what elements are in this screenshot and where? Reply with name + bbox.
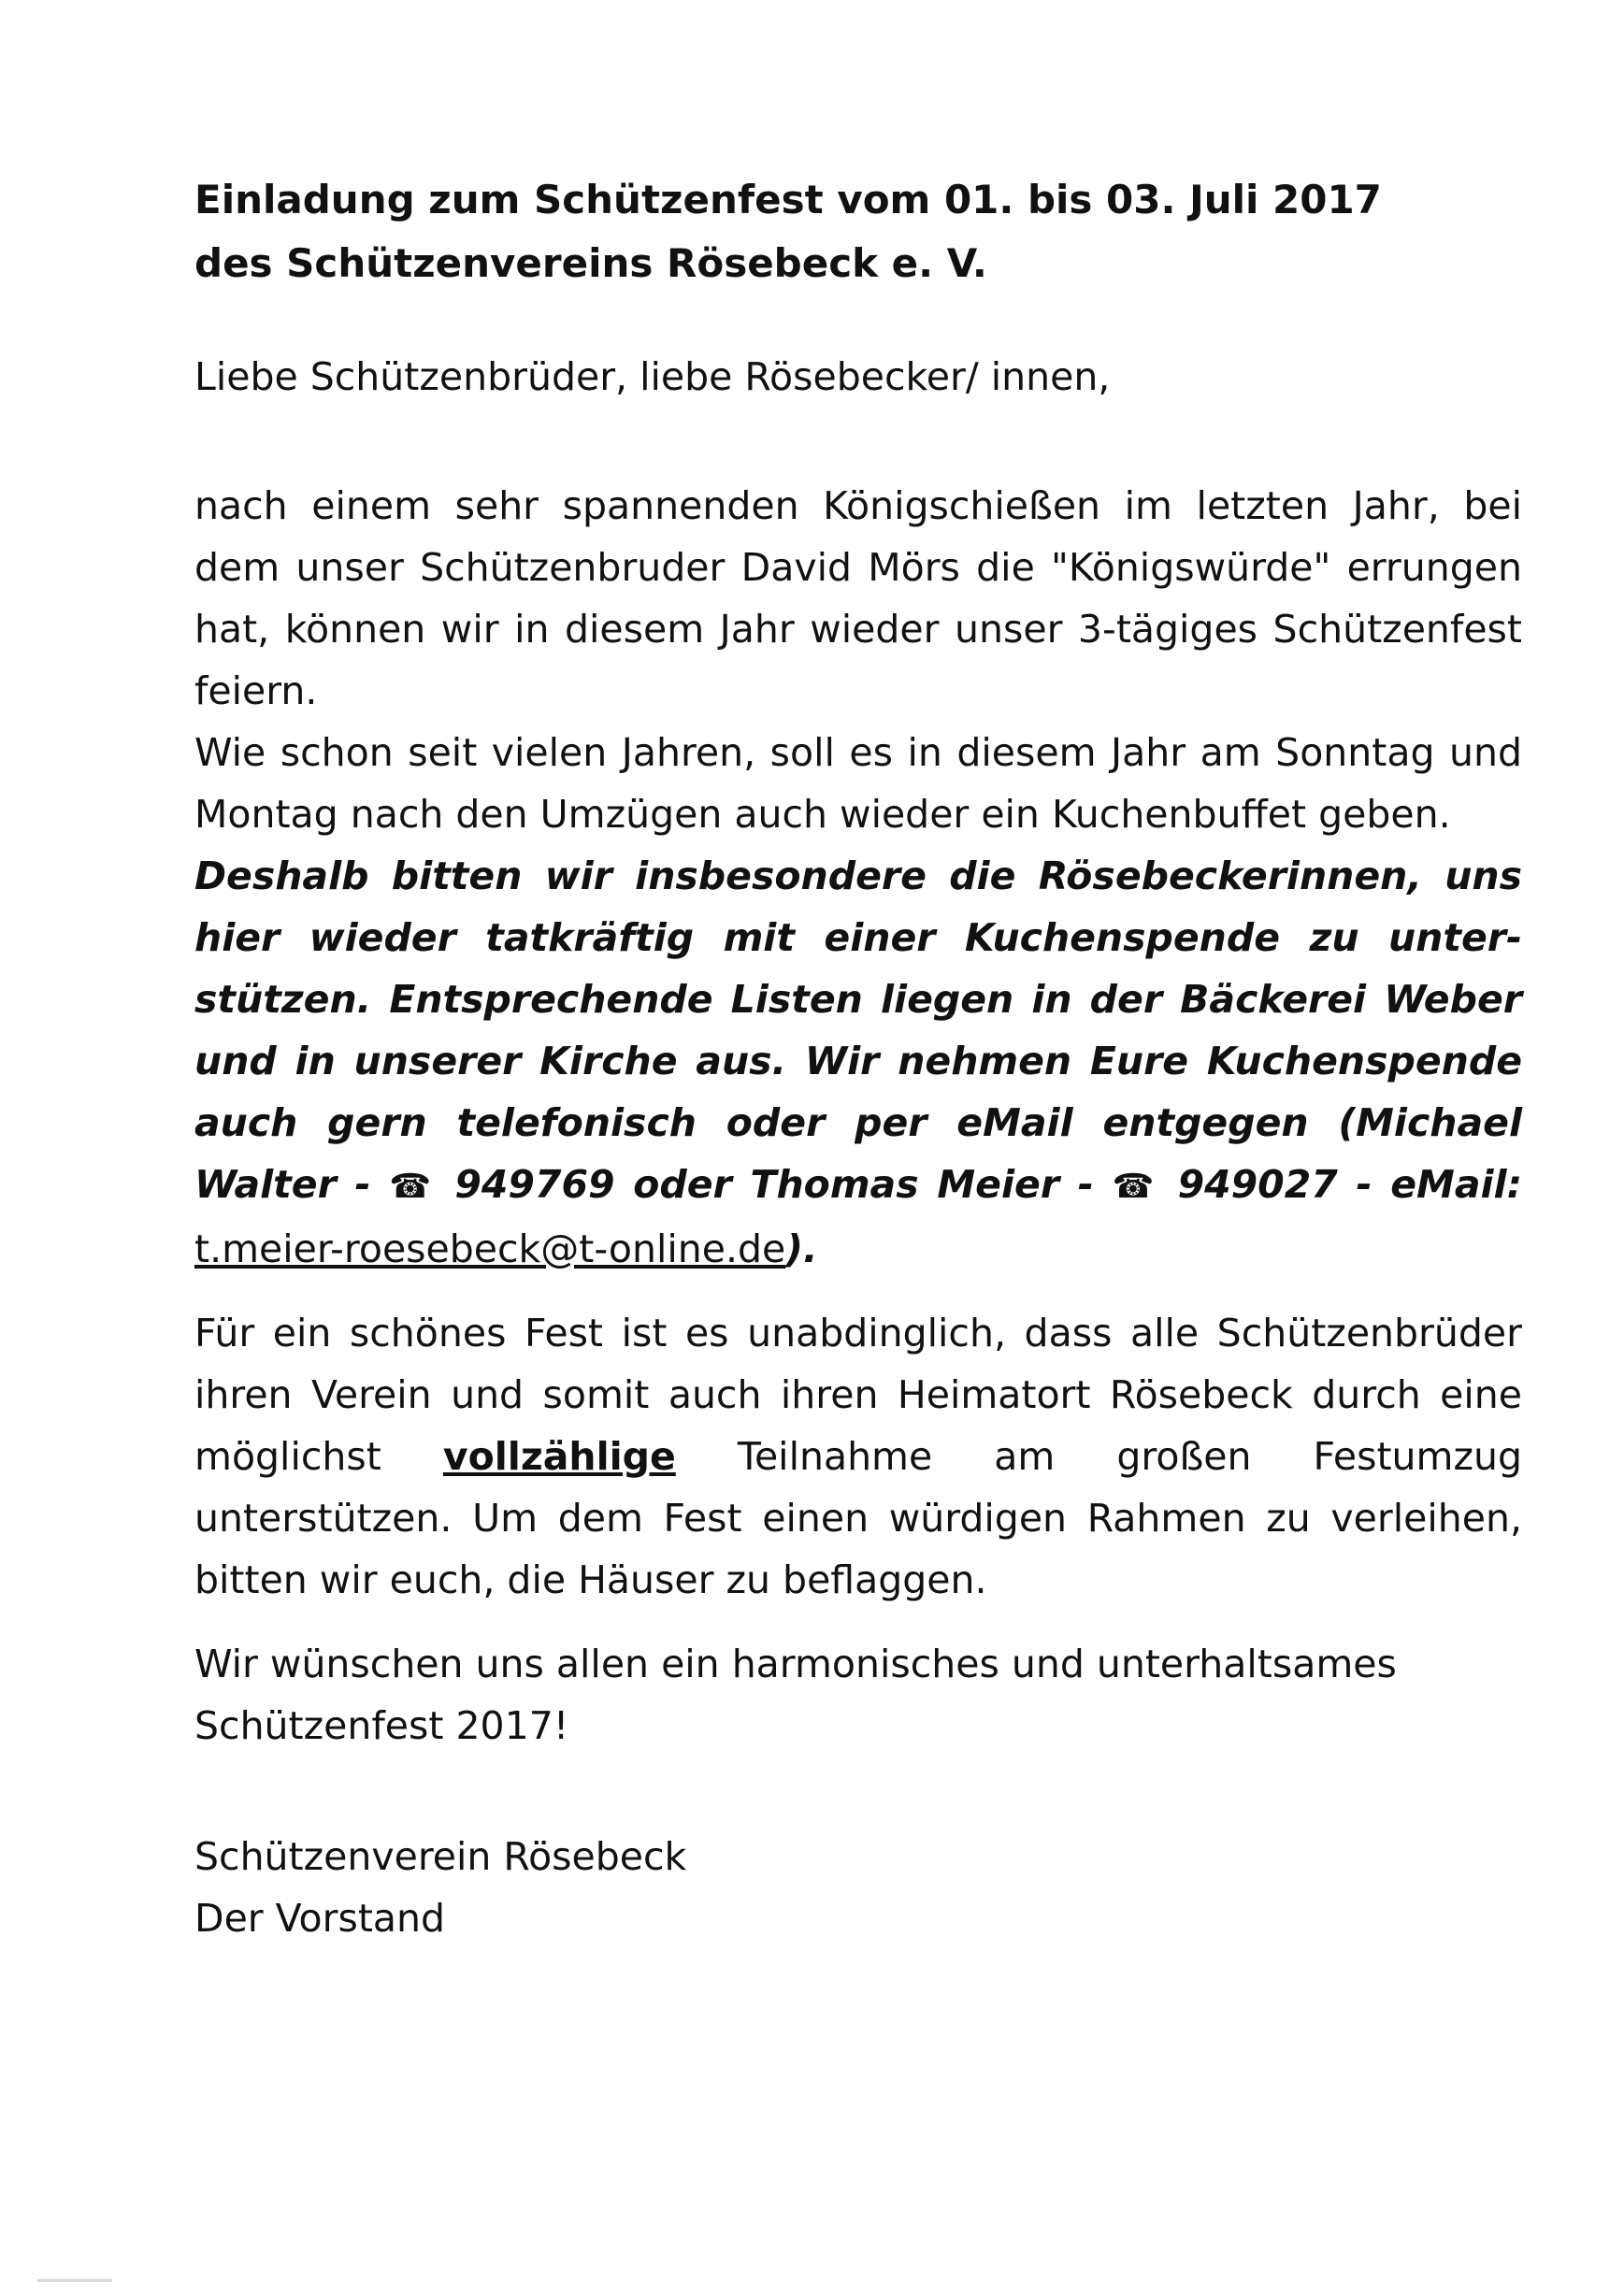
phone-number-meier: 949027 <box>1177 1162 1338 1207</box>
letter-body <box>194 168 1522 1949</box>
signature-club: Schützenverein Rösebeck <box>194 1834 687 1879</box>
parade-text-2: Teilnahme am großen Festumzug unterstützen. Um dem Fest einen würdigen Rahmen zu verleihen, bitten wir euch, die Häuser zu beflaggen. <box>194 1434 1522 1602</box>
emphasis-vollzaehlige: vollzählige <box>442 1434 676 1479</box>
parade-text-1: Für ein schönes Fest ist es unabdinglich, dass alle Schützenbrüder ihren Verein und somit auch ihren Heimatort Rösebeck durch eine möglichst <box>194 1311 1522 1479</box>
paragraph-wishes: Wir wünschen uns allen ein harmonisches und unterhaltsames Schützenfest 2017! <box>194 1642 1397 1748</box>
letter-title <box>194 168 1522 295</box>
paragraph-kingshoot: nach einem sehr spannenden Königschießen im letzten Jahr, bei dem unser Schützenbruder David Mörs die "Königswürde" errungen hat, können wir in diesem Jahr wieder unser 3-tägiges Schützenfest feiern. <box>194 483 1522 713</box>
signature-block <box>194 1826 1522 1949</box>
paragraph-cake-buffet: Wie schon seit vielen Jahren, soll es in diesem Jahr am Sonntag und Montag nach den Umzügen auch wieder ein Kuchenbuffet geben. <box>194 730 1522 837</box>
title-line-1: Einladung zum Schützenfest vom 01. bis 03. Juli 2017 <box>194 177 1382 222</box>
paragraph-parade <box>194 1302 1522 1611</box>
phone-number-walter: 949769 <box>454 1162 615 1207</box>
signature-board: Der Vorstand <box>194 1896 446 1941</box>
salutation: Liebe Schützenbrüder, liebe Rösebecker/ innen, <box>194 354 1111 399</box>
paragraph-cake-request <box>194 845 1522 1280</box>
email-link[interactable]: t.meier-roesebeck@t-online.de <box>194 1226 786 1271</box>
scan-edge-mark <box>37 2279 112 2282</box>
telephone-icon: ☎ <box>1112 1168 1159 1206</box>
request-closing: ). <box>785 1226 818 1271</box>
request-text-1: Deshalb bitten wir insbesondere die Rösebeckerinnen, uns hier wieder tatkräftig mit einer Kuchenspende zu unter-stützen. Entsprechende Listen liegen in der Bäckerei Weber und in unserer Kirche aus. Wir nehmen Eure Kuchenspende auch gern telefonisch oder per eMail entgegen (Michael Walter - <box>194 853 1522 1207</box>
request-text-2: oder Thomas Meier - <box>614 1162 1113 1207</box>
request-text-3: - eMail: <box>1337 1162 1523 1207</box>
title-line-2: des Schützenvereins Rösebeck e. V. <box>194 240 987 286</box>
telephone-icon: ☎ <box>389 1168 437 1206</box>
